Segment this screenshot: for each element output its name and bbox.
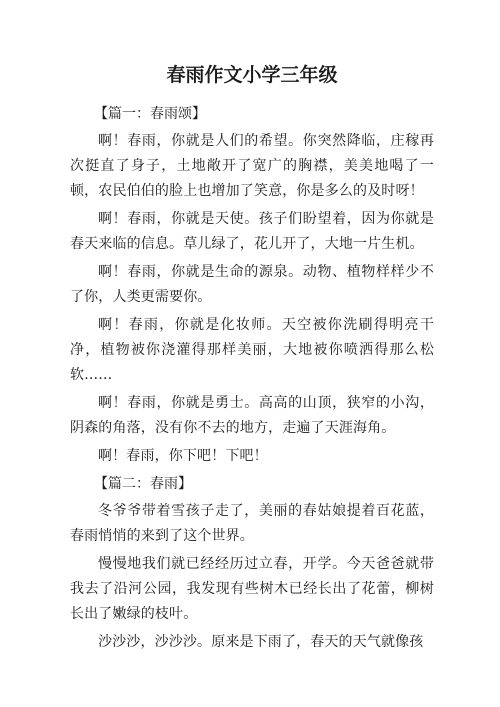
document-title: 春雨作文小学三年级 xyxy=(166,64,338,86)
paragraph: 慢慢地我们就已经经历过立春，开学。今天爸爸就带我去了沿河公园，我发现有些树木已经长出了花蕾，柳树长出了嫩绿的枝叶。 xyxy=(70,556,434,622)
paragraph: 啊！春雨，你就是生命的源泉。动物、植物样样少不了你，人类更需要你。 xyxy=(70,264,434,305)
section-heading: 【篇一：春雨颂】 xyxy=(94,106,206,122)
paragraph: 啊！春雨，你就是勇士。高高的山顶，狭窄的小沟，阴森的角落，没有你不去的地方，走遍了天涯海角。 xyxy=(70,395,434,436)
paragraph: 啊！春雨，你下吧！下吧！ xyxy=(98,448,268,464)
paragraph: 啊！春雨，你就是人们的希望。你突然降临，庄稼再次挺直了身子，土地敞开了宽广的胸襟，美美地喝了一顿，农民伯伯的脸上也增加了笑意，你是多么的及时呀！ xyxy=(70,133,434,199)
section-2 xyxy=(70,472,434,655)
paragraph: 沙沙沙，沙沙沙。原来是下雨了，春天的天气就像孩 xyxy=(98,634,424,650)
paragraph: 啊！春雨，你就是化妆师。天空被你洗刷得明亮干净，植物被你浇灌得那样美丽，大地被你喷洒得那么松软…… xyxy=(70,317,434,383)
section-heading: 【篇二：春雨】 xyxy=(94,476,192,492)
paragraph: 啊！春雨，你就是天使。孩子们盼望着，因为你就是春天来临的信息。草儿绿了，花儿开了，大地一片生机。 xyxy=(70,211,434,252)
paragraph: 冬爷爷带着雪孩子走了，美丽的春姑娘提着百花蓝，春雨悄悄的来到了这个世界。 xyxy=(70,503,434,544)
section-1 xyxy=(70,102,434,469)
